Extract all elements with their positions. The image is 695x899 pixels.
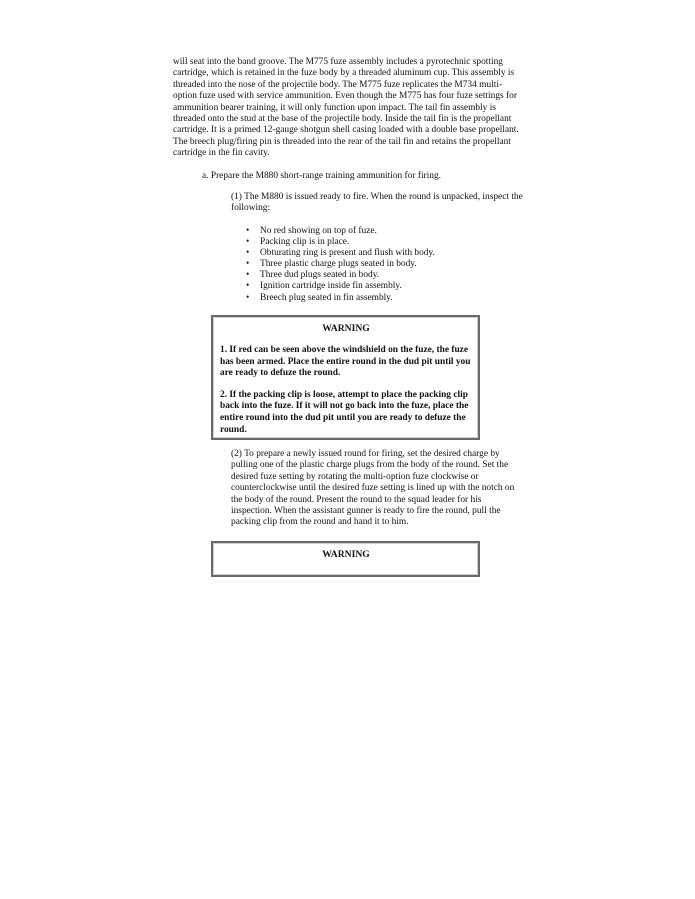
sub-step-1-paragraph: (1) The M880 is issued ready to fire. When the round is unpacked, inspect the following: (231, 192, 523, 214)
step-a-heading: a. Prepare the M880 short-range training ammunition for firing. (202, 171, 441, 181)
warning-item-2: 2. If the packing clip is loose, attempt to place the packing clip back into the fuze. If it will not go back into the fuze, place the entire round into the dud pit until you are ready to defuze the round. (220, 389, 469, 435)
list-item (244, 237, 524, 248)
list-item-text: Three dud plugs seated in body. (260, 270, 380, 281)
list-item-text: No red showing on top of fuze. (260, 226, 377, 236)
list-item (244, 226, 524, 237)
sub-step-2-paragraph: (2) To prepare a newly issued round for firing, set the desired charge by pulling one of the plastic charge plugs from the body of the round. Set the desired fuze setting by rotating the multi-option fuze clockwise or counterclockwise until the desired fuze setting is lined up with the notch on the body of the round. Present the round to the squad leader for his inspection. When the assistant gunner is ready to fire the round, pull the packing clip from the round and hand it to him. (231, 449, 515, 528)
list-item-text: Obturating ring is present and flush with body. (260, 248, 435, 259)
list-item (244, 259, 524, 270)
bullet-icon: • (246, 226, 250, 236)
bullet-icon: • (246, 248, 250, 259)
list-item-text: Breech plug seated in fin assembly. (260, 292, 393, 303)
warning-title: WARNING (322, 549, 370, 560)
list-item-text: Packing clip is in place. (260, 237, 350, 248)
list-item-text: Three plastic charge plugs seated in body. (260, 259, 417, 270)
intro-paragraph: will seat into the band groove. The M775 fuze assembly includes a pyrotechnic spotting cartridge, which is retained in the fuze body by a threaded aluminum cup. This assembly is threaded into the nose of the projectile body. The M775 fuze replicates the M734 multi-option fuze used with service ammunition. Even though the M775 has four fuze settings for ammunition bearer training, it will only function upon impact. The tail fin assembly is threaded onto the stud at the base of the projectile body. Inside the tail fin is the propellant cartridge. It is a primed 12-gauge shotgun shell casing loaded with a double base propellant. The breech plug/firing pin is threaded into the rear of the tail fin and retains the propellant cartridge in the fin cavity. (173, 57, 519, 159)
bullet-icon: • (246, 259, 250, 270)
list-item (244, 293, 524, 304)
warning-title: WARNING (322, 323, 370, 334)
list-item (244, 281, 524, 292)
bullet-icon: • (246, 237, 250, 248)
warning-item-1: 1. If red can be seen above the windshield on the fuze, the fuze has been armed. Place the entire round in the dud pit until you are ready to defuze the round. (220, 345, 471, 379)
bullet-icon: • (246, 292, 250, 303)
warning-box-1 (211, 315, 480, 440)
inspection-checklist (244, 226, 524, 304)
warning-box-2 (211, 541, 480, 577)
bullet-icon: • (246, 270, 250, 281)
list-item (244, 270, 524, 281)
list-item (244, 248, 524, 259)
bullet-icon: • (246, 281, 250, 292)
list-item-text: Ignition cartridge inside fin assembly. (260, 281, 402, 292)
